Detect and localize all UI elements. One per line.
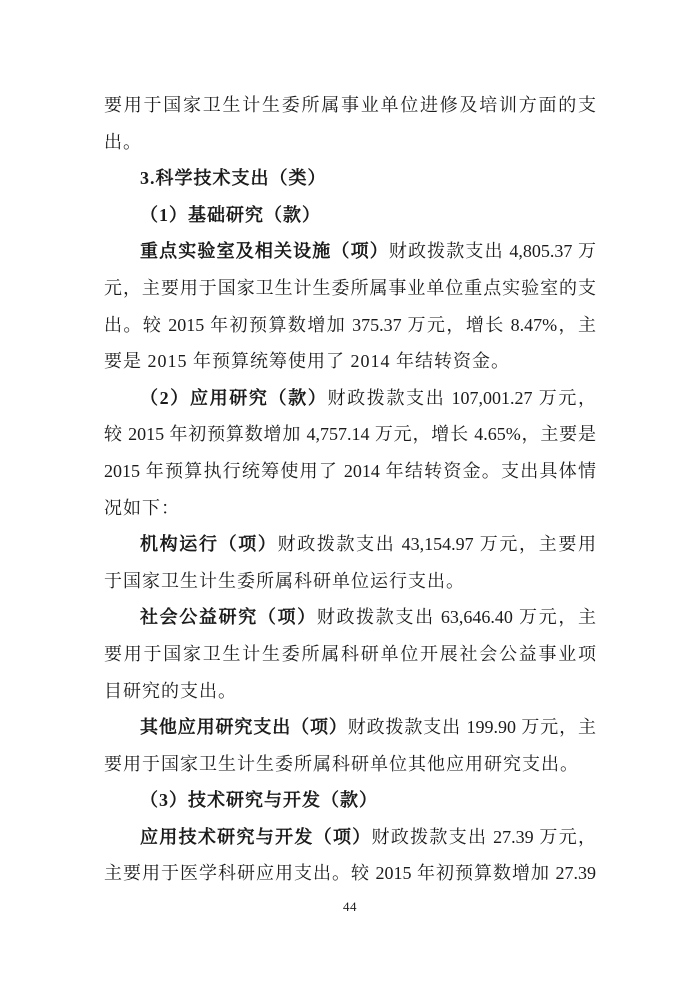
text-segment: 要用于国家卫生计生委所属科研单位开展社会公益事业项 [104,643,596,664]
text-segment: 况如下： [104,497,180,518]
text-line [104,673,596,710]
text-segment: 出。较 2015 年初预算数增加 375.37 万元，增长 8.47%，主 [104,314,596,335]
bold-text-segment: （1）基础研究（款） [140,204,321,225]
bold-text-segment: 重点实验室及相关设施（项） [140,241,389,262]
bold-text-segment: 社会公益研究（项） [140,607,317,628]
text-line [104,233,596,270]
text-line [104,819,596,856]
text-segment: 主要用于医学科研应用支出。较 2015 年初预算数增加 27.39 [104,863,596,884]
text-line [104,782,596,819]
text-line [104,636,596,673]
text-line [104,270,596,307]
text-segment: 要是 2015 年预算统筹使用了 2014 年结转资金。 [104,351,510,372]
bold-text-segment: （3）技术研究与开发（款） [140,790,378,811]
text-line [104,746,596,783]
text-segment: 出。 [104,131,142,152]
bold-text-segment: 机构运行（项） [140,534,278,555]
text-line [104,599,596,636]
text-segment: 财政拨款支出 4,805.37 万 [388,241,597,262]
text-line [104,197,596,234]
text-line [104,124,596,161]
text-line [104,563,596,600]
text-segment: 财政拨款支出 63,646.40 万元，主 [316,607,597,628]
text-line [104,343,596,380]
text-segment: 财政拨款支出 107,001.27 万元， [327,387,596,408]
text-segment: 要用于国家卫生计生委所属科研单位其他应用研究支出。 [104,753,579,774]
text-line [104,855,596,892]
text-segment: 较 2015 年初预算数增加 4,757.14 万元，增长 4.65%，主要是 [104,424,596,445]
text-line [104,307,596,344]
text-line [104,87,596,124]
bold-text-segment: （2）应用研究（款） [140,387,328,408]
text-line [104,380,596,417]
text-segment: 财政拨款支出 43,154.97 万元，主要用 [277,534,597,555]
page-number: 44 [343,899,357,914]
text-segment: 于国家卫生计生委所属科研单位运行支出。 [104,570,465,591]
text-segment: 财政拨款支出 27.39 万元， [371,826,597,847]
text-segment: 财政拨款支出 199.90 万元，主 [347,717,596,738]
text-segment: 2015 年预算执行统筹使用了 2014 年结转资金。支出具体情 [104,460,596,481]
text-line [104,416,596,453]
text-line [104,709,596,746]
document-text-block [104,87,596,892]
text-line [104,160,596,197]
text-line [104,453,596,490]
text-line [104,490,596,527]
text-segment: 要用于国家卫生计生委所属事业单位进修及培训方面的支 [104,95,596,115]
bold-text-segment: 3.科学技术支出（类） [140,168,327,189]
text-segment: 元，主要用于国家卫生计生委所属事业单位重点实验室的支 [104,277,596,298]
bold-text-segment: 其他应用研究支出（项） [140,717,348,738]
bold-text-segment: 应用技术研究与开发（项） [140,826,372,847]
text-segment: 目研究的支出。 [104,680,237,701]
text-line [104,526,596,563]
